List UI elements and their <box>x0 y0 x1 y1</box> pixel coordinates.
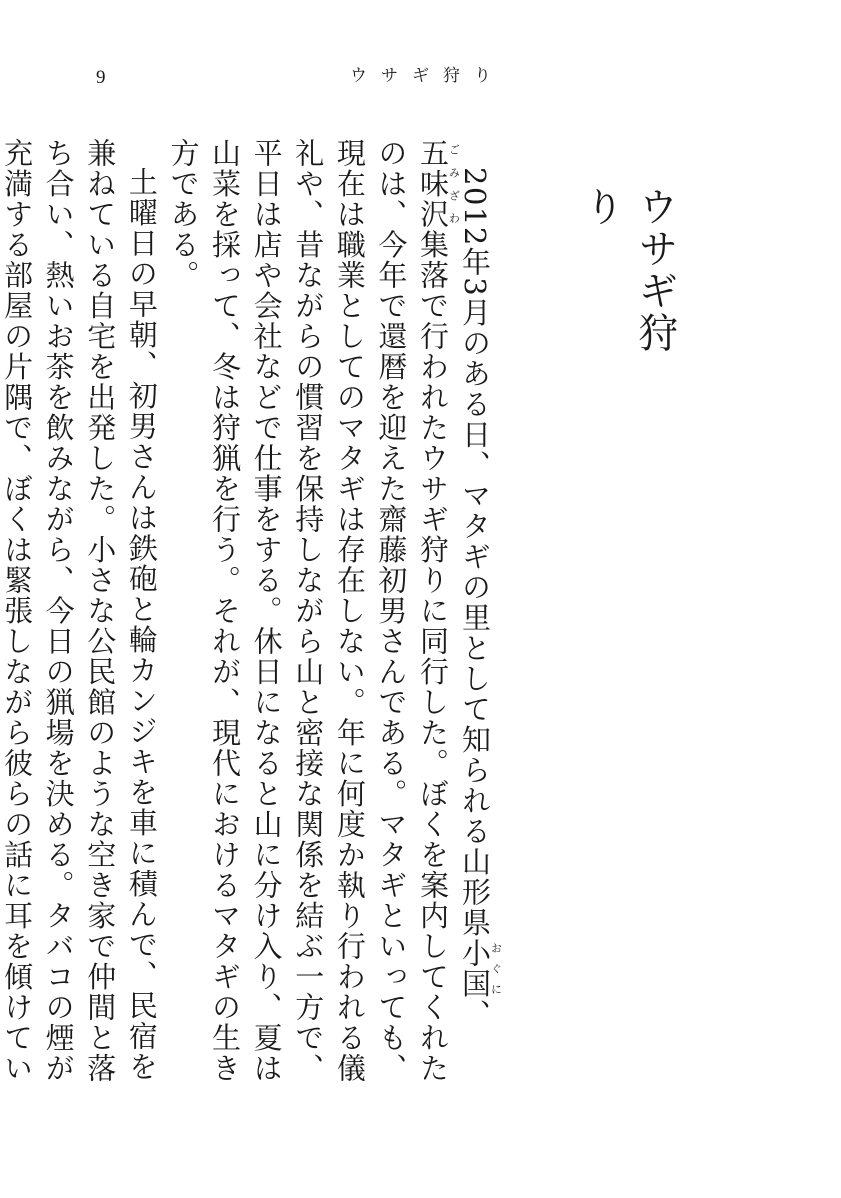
paragraph-2 <box>0 138 162 1106</box>
running-header-title: ウサギ狩り <box>350 66 505 86</box>
ruby-ogu-reading: おぐに <box>489 937 503 999</box>
page-number: 9 <box>96 67 106 88</box>
body-text <box>0 138 502 1106</box>
ruby-ogu <box>458 937 503 999</box>
ruby-gomizawa-base: 五味沢 <box>416 138 450 230</box>
ruby-gomizawa <box>416 138 461 230</box>
paragraph-1-text-a: 2012年3月のある日、マタギの里として知られる山形県 <box>458 167 492 938</box>
paragraph-1 <box>162 138 502 1106</box>
paragraph-2-text-a: 土曜日の早朝、初男さんは鉄砲と輪カンジキを車に積んで、民宿を兼ねている自宅を出発した。小さな公民館のような空き家で仲間と落ち合い、熱いお茶を飲みながら、今日の猟場を決める。タバコの煙が充満する部屋の片隅で、ぼくは緊張しながら彼らの話に耳を傾けてい <box>0 138 159 1084</box>
paragraph-1-text-c: 集落で行われたウサギ狩りに同行した。ぼくを案内してくれたのは、今年で還暦を迎えた齋藤初男さんである。マタギといっても、現在は職業としてのマタギは存在しない。年に何度か執り行われる儀礼や、昔ながらの慣習を保持しながら山と密接な関係を結ぶ一方で、平日は店や会社などで仕事をする。休日になると山に分け入り、夏は山菜を採って、冬は狩猟を行う。それが、現代におけるマタギの生き方である。 <box>166 138 450 1084</box>
ruby-ogu-base: 小国 <box>458 937 492 999</box>
paragraph-1-text-b: 、 <box>458 998 492 1030</box>
ruby-gomizawa-reading: ごみざわ <box>447 138 461 230</box>
chapter-title: ウサギ狩り <box>578 186 678 354</box>
